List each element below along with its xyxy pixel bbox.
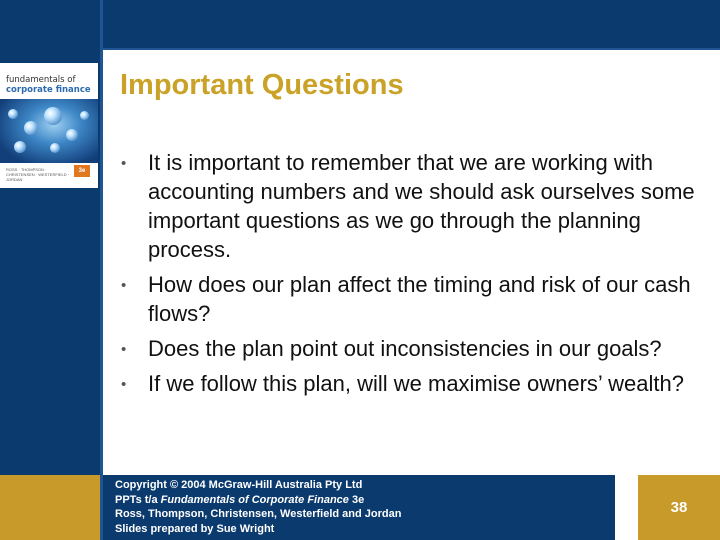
page-number: 38 [638,475,720,540]
footer-prepared-by: Slides prepared by Sue Wright [115,522,275,535]
bullet-text: How does our plan affect the timing and risk of our cash flows? [148,272,691,326]
cover-bubble [66,129,78,141]
bullet-item [118,369,708,398]
book-cover-art [0,99,98,163]
book-cover-authors: ROSS · THOMPSON · CHRISTENSEN · WESTERFIELD · JORDAN [6,167,70,182]
book-cover-title [6,75,91,95]
book-cover-title-line1: fundamentals of [6,75,76,85]
book-cover-title-line2: corporate finance [6,85,91,95]
bullet-marker: • [121,341,127,358]
footer-credits [103,475,615,540]
footer-copyright: Copyright © 2004 McGraw-Hill Australia Pty Ltd [115,479,363,491]
bullet-marker: • [121,376,127,393]
cover-bubble [44,107,62,125]
footer-book-title: Fundamentals of Corporate Finance [160,493,349,506]
footer-ppts-suffix: 3e [348,493,365,506]
cover-bubble [14,141,26,153]
footer-ppts-line [115,493,615,508]
bullet-item [118,148,708,264]
footer-gap [615,475,638,540]
bullet-marker: • [121,277,127,294]
book-cover-edition: 3e [74,165,90,177]
cover-bubble [80,111,89,120]
bullet-item [118,270,708,328]
cover-bubble [8,109,18,119]
bullet-text: Does the plan point out inconsistencies in our goals? [148,336,662,361]
footer-ppts-prefix: PPTs t/a [115,493,161,506]
bullet-marker: • [121,155,127,172]
top-band-line [103,48,720,50]
bullet-text: If we follow this plan, will we maximise owners’ wealth? [148,371,684,396]
top-band [103,0,720,48]
slide-title: Important Questions [120,69,404,101]
cover-bubble [50,143,60,153]
bullet-item [118,334,708,363]
book-cover-image [0,63,98,188]
footer-left-block [0,475,100,540]
bullet-list [118,148,708,404]
sidebar-edge [100,0,103,475]
cover-bubble [24,121,38,135]
footer-authors: Ross, Thompson, Christensen, Westerfield and Jordan [115,508,402,520]
bullet-text: It is important to remember that we are working with accounting numbers and we should ask ourselves some important questions as we go through the planning process. [148,150,695,262]
